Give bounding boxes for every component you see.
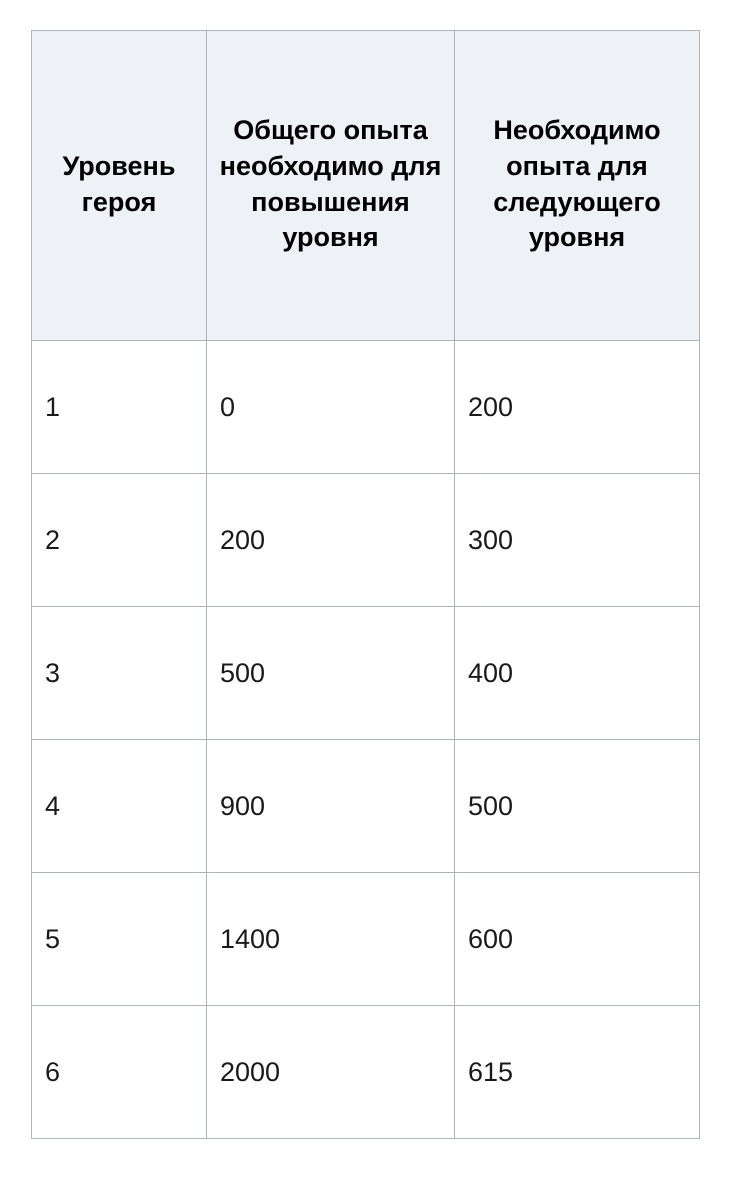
table-row [32,1006,700,1139]
cell-total-experience: 0 [207,341,455,474]
cell-total-experience: 1400 [207,873,455,1006]
column-header-total-experience: Общего опыта необходимо для повышения уровня [207,31,455,341]
cell-next-level-experience: 615 [455,1006,700,1139]
table-row [32,474,700,607]
table-row [32,873,700,1006]
cell-total-experience: 2000 [207,1006,455,1139]
cell-next-level-experience: 600 [455,873,700,1006]
cell-next-level-experience: 400 [455,607,700,740]
table-row [32,607,700,740]
cell-hero-level: 1 [32,341,207,474]
hero-experience-table [31,30,700,1139]
cell-hero-level: 3 [32,607,207,740]
cell-hero-level: 2 [32,474,207,607]
cell-hero-level: 4 [32,740,207,873]
cell-hero-level: 6 [32,1006,207,1139]
cell-total-experience: 500 [207,607,455,740]
column-header-next-level-experience: Необходимо опыта для следующего уровня [455,31,700,341]
table-row [32,341,700,474]
cell-next-level-experience: 300 [455,474,700,607]
table-header-row [32,31,700,341]
table-header [32,31,700,341]
column-header-hero-level: Уровень героя [32,31,207,341]
table-row [32,740,700,873]
cell-next-level-experience: 200 [455,341,700,474]
cell-next-level-experience: 500 [455,740,700,873]
cell-hero-level: 5 [32,873,207,1006]
cell-total-experience: 900 [207,740,455,873]
table-body [32,341,700,1139]
cell-total-experience: 200 [207,474,455,607]
